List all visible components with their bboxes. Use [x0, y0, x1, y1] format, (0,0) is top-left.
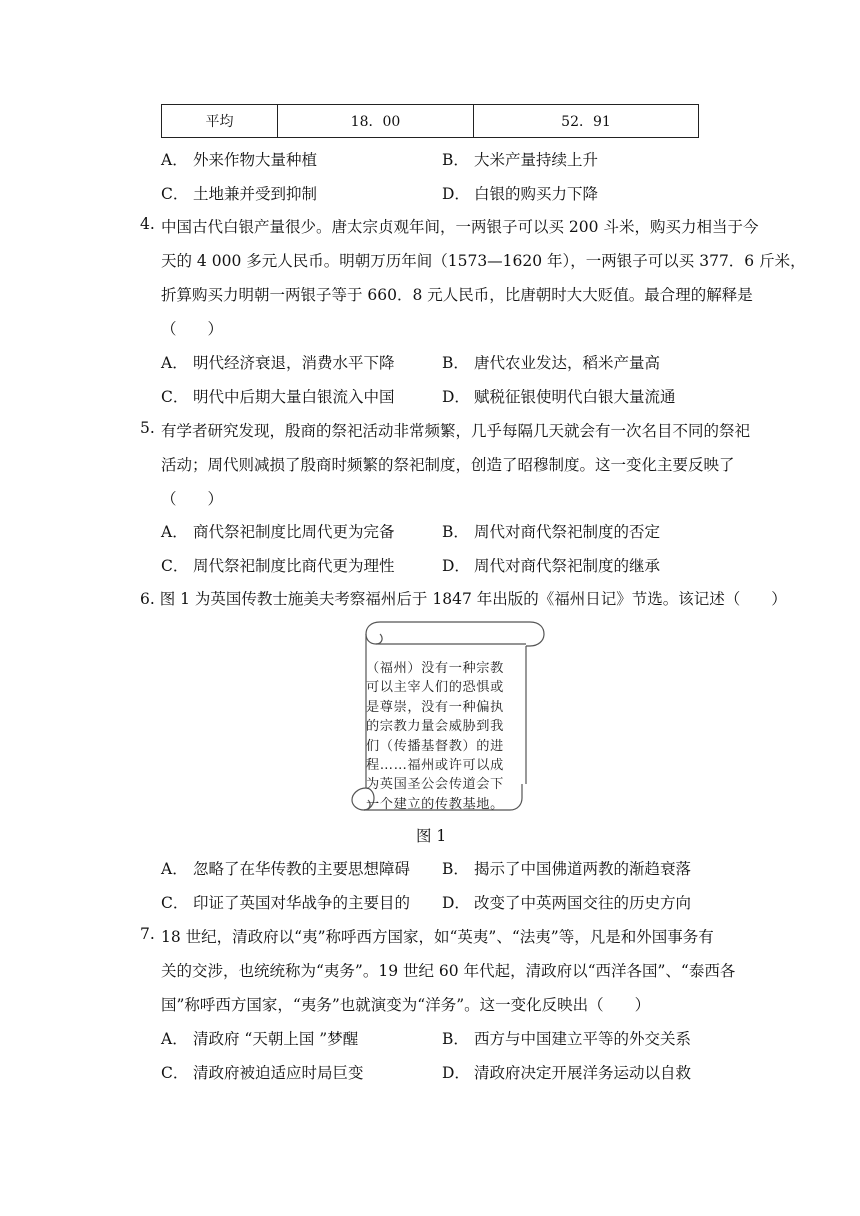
q4-stem-line: 中国古代白银产量很少。唐太宗贞观年间，一两银子可以买 200 斗米，购买力相当于今 [161, 218, 759, 236]
scroll-line: 一个建立的传教基地。 [366, 796, 504, 812]
q6-option-b[interactable]: B． 揭示了中国佛道两教的渐趋衰落 [442, 860, 692, 878]
q5-answer-blank: （ ） [161, 490, 224, 508]
table-row-label: 平均 [162, 105, 278, 138]
scroll-figure [340, 616, 550, 816]
q6-option-a[interactable]: A． 忽略了在华传教的主要思想障碍 [161, 860, 411, 878]
scroll-text [366, 659, 532, 814]
q7-option-c[interactable]: C． 清政府被迫适应时局巨变 [161, 1064, 364, 1082]
q7-stem-line: 国”称呼西方国家，“夷务”也就演变为“洋务”。这一变化反映出（ ） [161, 996, 651, 1014]
scroll-line: 程……福州或许可以成 [366, 757, 504, 773]
q3-option-b[interactable]: B． 大米产量持续上升 [442, 151, 599, 169]
scroll-line: 们（传播基督教）的进 [366, 738, 504, 754]
q4-number: 4. [140, 215, 155, 233]
q4-stem-line: 折算购买力明朝一两银子等于 660．8 元人民币，比唐朝时大大贬值。最合理的解释是 [161, 286, 753, 304]
table-cell-value1: 18．00 [278, 105, 474, 138]
q5-option-c[interactable]: C． 周代祭祀制度比商代更为理性 [161, 557, 395, 575]
q7-stem-line: 关的交涉，也统统称为“夷务”。19 世纪 60 年代起，清政府以“西洋各国”、“泰西各 [161, 962, 736, 980]
scroll-line: 的宗教力量会威胁到我 [366, 719, 504, 735]
q7-option-d[interactable]: D． 清政府决定开展洋务运动以自救 [442, 1064, 692, 1082]
q7-option-a[interactable]: A． 清政府 “天朝上国 ”梦醒 [161, 1030, 359, 1048]
q3-option-c[interactable]: C． 土地兼并受到抑制 [161, 185, 318, 203]
q6-option-d[interactable]: D． 改变了中英两国交往的历史方向 [442, 894, 692, 912]
q4-stem-line: 天的 4 000 多元人民币。明朝万历年间（1573—1620 年），一两银子可以买 377．6 斤米， [161, 252, 806, 270]
q3-option-d[interactable]: D． 白银的购买力下降 [442, 185, 599, 203]
scroll-line: 为英国圣公会传道会下 [366, 777, 504, 793]
q5-option-d[interactable]: D． 周代对商代祭祀制度的继承 [442, 557, 661, 575]
q4-option-a[interactable]: A． 明代经济衰退，消费水平下降 [161, 354, 395, 372]
table-row [162, 105, 699, 138]
scroll-line: 可以主宰人们的恐惧或 [366, 680, 504, 696]
q7-option-b[interactable]: B． 西方与中国建立平等的外交关系 [442, 1030, 692, 1048]
q6-option-c[interactable]: C． 印证了英国对华战争的主要目的 [161, 894, 411, 912]
q4-option-d[interactable]: D． 赋税征银使明代白银大量流通 [442, 388, 676, 406]
average-table [161, 104, 699, 138]
q7-stem-line: 18 世纪，清政府以“夷”称呼西方国家，如“英夷”、“法夷”等，凡是和外国事务有 [161, 928, 714, 946]
q4-option-c[interactable]: C． 明代中后期大量白银流入中国 [161, 388, 395, 406]
scroll-line: （福州）没有一种宗教 [366, 661, 504, 676]
q3-option-a[interactable]: A． 外来作物大量种植 [161, 151, 318, 169]
q5-option-a[interactable]: A． 商代祭祀制度比周代更为完备 [161, 523, 395, 541]
q4-answer-blank: （ ） [161, 320, 224, 338]
figure-caption: 图 1 [416, 827, 447, 845]
table-cell-value2: 52．91 [474, 105, 699, 138]
q5-option-b[interactable]: B． 周代对商代祭祀制度的否定 [442, 523, 661, 541]
q7-number: 7. [140, 925, 155, 943]
q5-stem-line: 活动；周代则减损了殷商时频繁的祭祀制度，创造了昭穆制度。这一变化主要反映了 [161, 456, 735, 474]
q5-stem-line: 有学者研究发现，殷商的祭祀活动非常频繁，几乎每隔几天就会有一次名目不同的祭祀 [161, 422, 751, 440]
q5-number: 5. [140, 419, 155, 437]
scroll-line: 是尊崇，没有一种偏执 [366, 699, 504, 715]
q6-stem: 6. 图 1 为英国传教士施美夫考察福州后于 1847 年出版的《福州日记》节选。该记述（ ） [140, 590, 787, 608]
q4-option-b[interactable]: B． 唐代农业发达，稻米产量高 [442, 354, 661, 372]
